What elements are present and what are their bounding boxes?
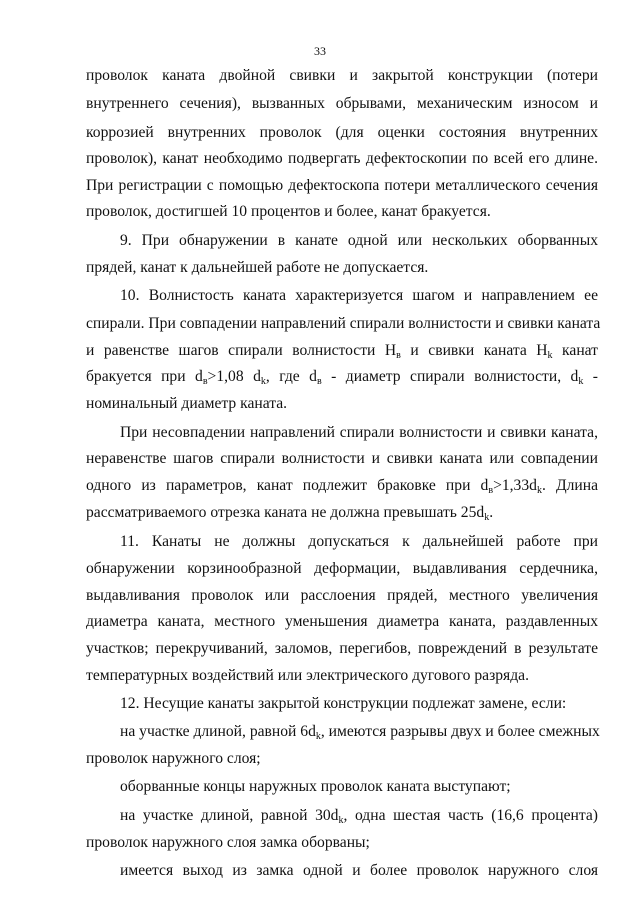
- text-run: канат: [552, 342, 598, 359]
- text-run: . Длина: [541, 477, 598, 494]
- text-line: [86, 666, 598, 686]
- text-run: и свивки каната H: [400, 342, 548, 359]
- text-run: имеется выход из замка одной и более проволок наружного слоя: [120, 862, 598, 879]
- text-line: [86, 123, 598, 143]
- text-run: выдавливания проволок или расслоения прядей, местного увеличения: [86, 587, 598, 604]
- subscript: k: [484, 512, 490, 523]
- text-run: , одна шестая часть (16,6 процента): [343, 807, 598, 824]
- text-line: [120, 532, 598, 552]
- text-run: на участке длиной, равной 30d: [120, 807, 339, 824]
- page-number: 33: [314, 44, 326, 58]
- subscript: в: [488, 485, 494, 496]
- text-line: [86, 94, 598, 114]
- text-line: [86, 833, 598, 853]
- text-run: - диаметр спирали волнистости, d: [321, 368, 579, 385]
- text-run: участков; перекручиваний, заломов, перегибов, повреждений в результате: [86, 640, 598, 657]
- text-run: диаметра каната, местного уменьшения диаметра каната, раздавленных: [86, 613, 598, 630]
- text-run: спирали. При совпадении направлений спирали волнистости и свивки каната: [86, 315, 601, 332]
- text-line: [86, 639, 598, 659]
- subscript: в: [202, 376, 208, 387]
- text-run: проволок наружного слоя замка оборваны;: [86, 834, 370, 851]
- text-run: одного из параметров, канат подлежит браковке при d: [86, 477, 489, 494]
- text-run: При регистрации с помощью дефектоскопа потери металлического сечения: [86, 177, 598, 194]
- subscript: в: [396, 350, 401, 361]
- text-run: -: [583, 368, 599, 385]
- text-run: проволок каната двойной свивки и закрытой конструкции (потери: [86, 67, 598, 84]
- text-line: [86, 202, 598, 222]
- text-line: [86, 149, 598, 169]
- text-run: внутреннего сечения), вызванных обрывами, механическим износом и: [86, 95, 598, 112]
- text-line: [86, 749, 598, 769]
- text-line: [120, 286, 598, 306]
- text-line: [86, 66, 598, 86]
- text-run: 9. При обнаружении в канате одной или нескольких оборванных: [120, 232, 598, 249]
- text-line: [86, 367, 598, 387]
- text-run: 10. Волнистость каната характеризуется шагом и направлением ее: [120, 287, 598, 304]
- text-run: , где d: [265, 368, 317, 385]
- text-line: [120, 861, 598, 881]
- text-run: проволок), канат необходимо подвергать дефектоскопии по всей его длине.: [86, 150, 598, 167]
- text-line: [120, 777, 598, 797]
- text-line: [86, 176, 598, 196]
- text-run: , имеются разрывы двух и более смежных: [320, 723, 600, 740]
- text-run: >1,08 d: [207, 368, 261, 385]
- text-run: оборванные концы наружных проволок каната выступают;: [120, 778, 511, 795]
- text-line: [86, 394, 598, 414]
- text-run: прядей, канат к дальнейшей работе не допускается.: [86, 259, 429, 276]
- subscript: k: [260, 376, 266, 387]
- text-run: на участке длиной, равной 6d: [120, 723, 316, 740]
- text-run: обнаружении корзинообразной деформации, выдавливания сердечника,: [86, 560, 598, 577]
- text-line: [120, 694, 598, 714]
- text-line: [120, 231, 598, 251]
- text-run: При несовпадении направлений спирали волнистости и свивки каната,: [120, 424, 598, 441]
- text-run: проволок наружного слоя;: [86, 750, 261, 767]
- text-run: коррозией внутренних проволок (для оценки состояния внутренних: [86, 124, 598, 141]
- text-run: температурных воздействий или электрического дугового разряда.: [86, 667, 529, 684]
- text-line: [86, 612, 598, 632]
- text-line: [86, 449, 598, 469]
- text-run: бракуется при d: [86, 368, 203, 385]
- subscript: k: [536, 485, 542, 496]
- text-run: 12. Несущие канаты закрытой конструкции подлежат замене, если:: [120, 695, 567, 712]
- text-run: проволок, достигшей 10 процентов и более, канат бракуется.: [86, 203, 491, 220]
- subscript: в: [316, 376, 322, 387]
- text-line: [86, 341, 598, 361]
- text-line: [86, 258, 598, 278]
- text-line: [86, 503, 598, 523]
- text-line: [120, 806, 598, 826]
- text-run: номинальный диаметр каната.: [86, 395, 288, 412]
- text-run: рассматриваемого отрезка каната не должна превышать 25d: [86, 504, 485, 521]
- text-line: [86, 586, 598, 606]
- text-run: неравенстве шагов спирали волнистости и свивки каната или совпадении: [86, 450, 598, 467]
- subscript: k: [547, 350, 553, 361]
- text-run: и равенстве шагов спирали волнистости H: [86, 342, 397, 359]
- text-line: [86, 314, 601, 334]
- text-run: .: [489, 504, 494, 521]
- text-line: [86, 476, 598, 496]
- subscript: k: [315, 731, 321, 742]
- text-line: [120, 423, 598, 443]
- text-line: [86, 559, 598, 579]
- text-line: [120, 722, 598, 742]
- subscript: k: [578, 376, 584, 387]
- subscript: k: [338, 815, 344, 826]
- text-run: 11. Канаты не должны допускаться к дальнейшей работе при: [120, 533, 598, 550]
- text-run: >1,33d: [493, 477, 537, 494]
